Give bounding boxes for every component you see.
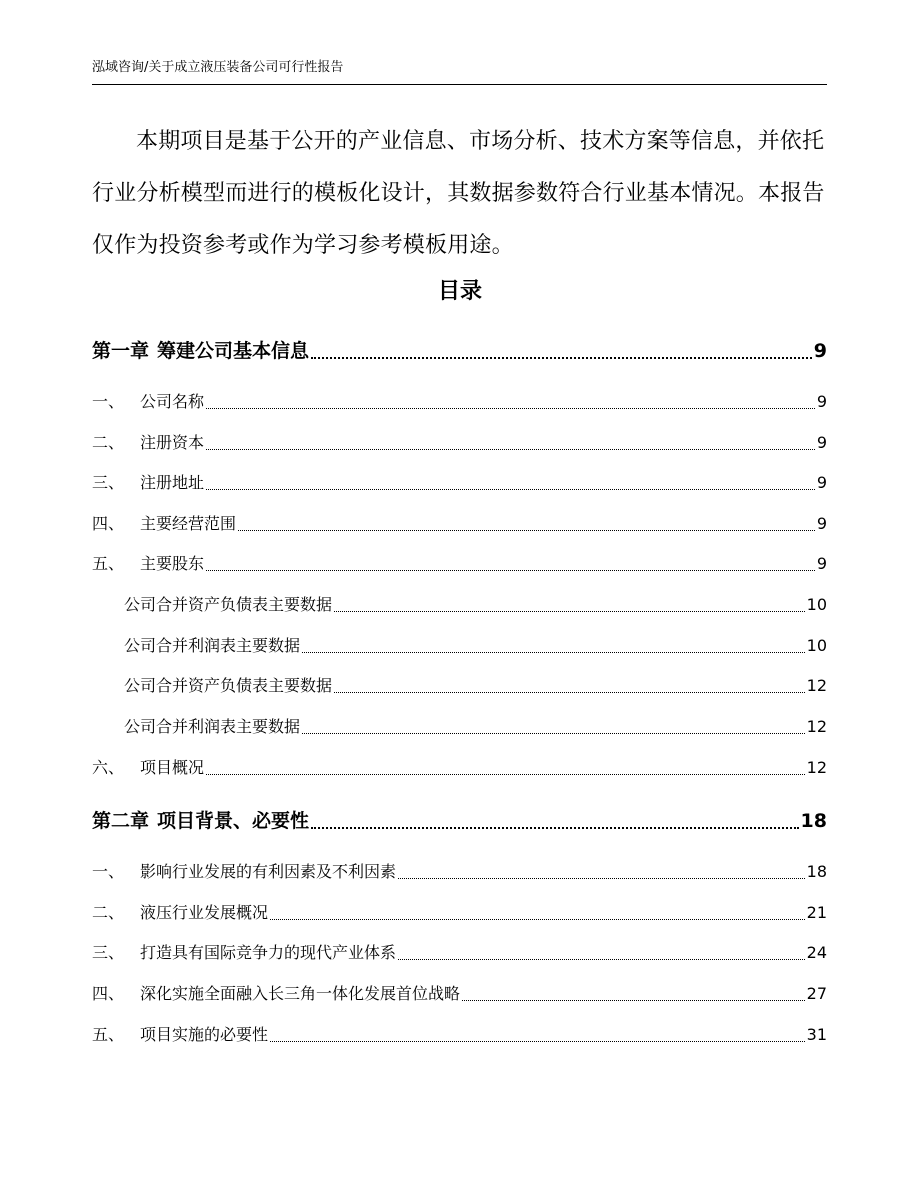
toc-section-entry[interactable]	[92, 470, 827, 496]
toc-chapter-entry[interactable]	[92, 336, 827, 366]
toc-section-number: 六、	[92, 758, 125, 777]
toc-section-number: 四、	[92, 984, 125, 1003]
toc-entry-title: 主要股东	[140, 554, 205, 573]
toc-section-number: 三、	[92, 943, 125, 962]
toc-entry-title: 公司名称	[140, 392, 205, 411]
toc-section-number: 三、	[92, 473, 125, 492]
toc-page-number: 9	[816, 554, 827, 573]
toc-section-entry[interactable]	[92, 981, 827, 1007]
toc-section-entry[interactable]	[92, 430, 827, 456]
toc-section-number: 一、	[92, 392, 125, 411]
toc-section-entry[interactable]	[92, 900, 827, 926]
toc-subsection-entry[interactable]	[92, 673, 827, 699]
dot-leader	[238, 530, 815, 531]
toc-page-number: 9	[816, 473, 827, 492]
dot-leader	[462, 1000, 805, 1001]
toc-entry-title: 筹建公司基本信息	[157, 340, 310, 362]
toc-section-entry[interactable]	[92, 859, 827, 885]
dot-leader	[302, 652, 805, 653]
toc-entry-title: 项目背景、必要性	[157, 810, 310, 832]
dot-leader	[311, 827, 799, 829]
toc-entry-title: 深化实施全面融入长三角一体化发展首位战略	[140, 984, 461, 1003]
dot-leader	[334, 692, 805, 693]
toc-page-number: 10	[806, 595, 827, 614]
toc-entry-title: 影响行业发展的有利因素及不利因素	[140, 862, 397, 881]
dot-leader	[206, 489, 815, 490]
dot-leader	[206, 408, 815, 409]
running-header: 泓域咨询/关于成立液压装备公司可行性报告	[92, 58, 827, 85]
dot-leader	[206, 570, 815, 571]
dot-leader	[270, 1041, 805, 1042]
toc-entry-title: 项目概况	[140, 758, 205, 777]
dot-leader	[398, 959, 805, 960]
dot-leader	[334, 611, 805, 612]
toc-entry-title: 注册地址	[140, 473, 205, 492]
dot-leader	[206, 774, 805, 775]
toc-subsection-entry[interactable]	[92, 633, 827, 659]
toc-page-number: 12	[806, 676, 827, 695]
toc-page-number: 9	[816, 433, 827, 452]
dot-leader	[270, 919, 805, 920]
toc-section-number: 一、	[92, 862, 125, 881]
toc-subsection-entry[interactable]	[92, 714, 827, 740]
intro-paragraph: 本期项目是基于公开的产业信息、市场分析、技术方案等信息，并依托行业分析模型而进行的模板化设计，其数据参数符合行业基本情况。本报告仅作为投资参考或作为学习参考模板用途。	[92, 129, 825, 258]
toc-page-number: 27	[806, 984, 827, 1003]
toc-entry-title: 注册资本	[140, 433, 205, 452]
toc-page-number: 9	[816, 514, 827, 533]
toc-page-number: 18	[806, 862, 827, 881]
toc-page-number: 24	[806, 943, 827, 962]
toc-chapter-entry[interactable]	[92, 806, 827, 836]
toc-section-entry[interactable]	[92, 389, 827, 415]
toc-page-number: 12	[806, 758, 827, 777]
toc-section-number: 五、	[92, 554, 125, 573]
toc-section-number: 二、	[92, 433, 125, 452]
toc-section-entry[interactable]	[92, 940, 827, 966]
toc-page-number: 18	[800, 810, 827, 832]
toc-page-number: 21	[806, 903, 827, 922]
dot-leader	[302, 733, 805, 734]
toc-entry-title: 公司合并利润表主要数据	[124, 636, 301, 655]
toc-section-entry[interactable]	[92, 511, 827, 537]
toc-entry-title: 液压行业发展概况	[140, 903, 269, 922]
toc-page-number: 12	[806, 717, 827, 736]
toc-section-entry[interactable]	[92, 755, 827, 781]
toc-entry-title: 项目实施的必要性	[140, 1025, 269, 1044]
toc-entry-title: 公司合并利润表主要数据	[124, 717, 301, 736]
dot-leader	[398, 878, 805, 879]
toc-title: 目录	[437, 279, 482, 304]
toc-section-number: 五、	[92, 1025, 125, 1044]
toc-section-number: 二、	[92, 903, 125, 922]
toc-chapter-number: 第一章	[92, 340, 150, 362]
toc-subsection-entry[interactable]	[92, 592, 827, 618]
toc-page-number: 31	[806, 1025, 827, 1044]
toc-section-entry[interactable]	[92, 1022, 827, 1048]
toc-chapter-number: 第二章	[92, 810, 150, 832]
toc-entry-title: 公司合并资产负债表主要数据	[124, 676, 333, 695]
toc-entry-title: 打造具有国际竞争力的现代产业体系	[140, 943, 397, 962]
dot-leader	[206, 449, 815, 450]
toc-entry-title: 公司合并资产负债表主要数据	[124, 595, 333, 614]
toc-page-number: 9	[813, 340, 827, 362]
dot-leader	[311, 357, 812, 359]
toc-page-number: 9	[816, 392, 827, 411]
toc-section-entry[interactable]	[92, 551, 827, 577]
toc-page-number: 10	[806, 636, 827, 655]
toc-section-number: 四、	[92, 514, 125, 533]
toc-entry-title: 主要经营范围	[140, 514, 237, 533]
